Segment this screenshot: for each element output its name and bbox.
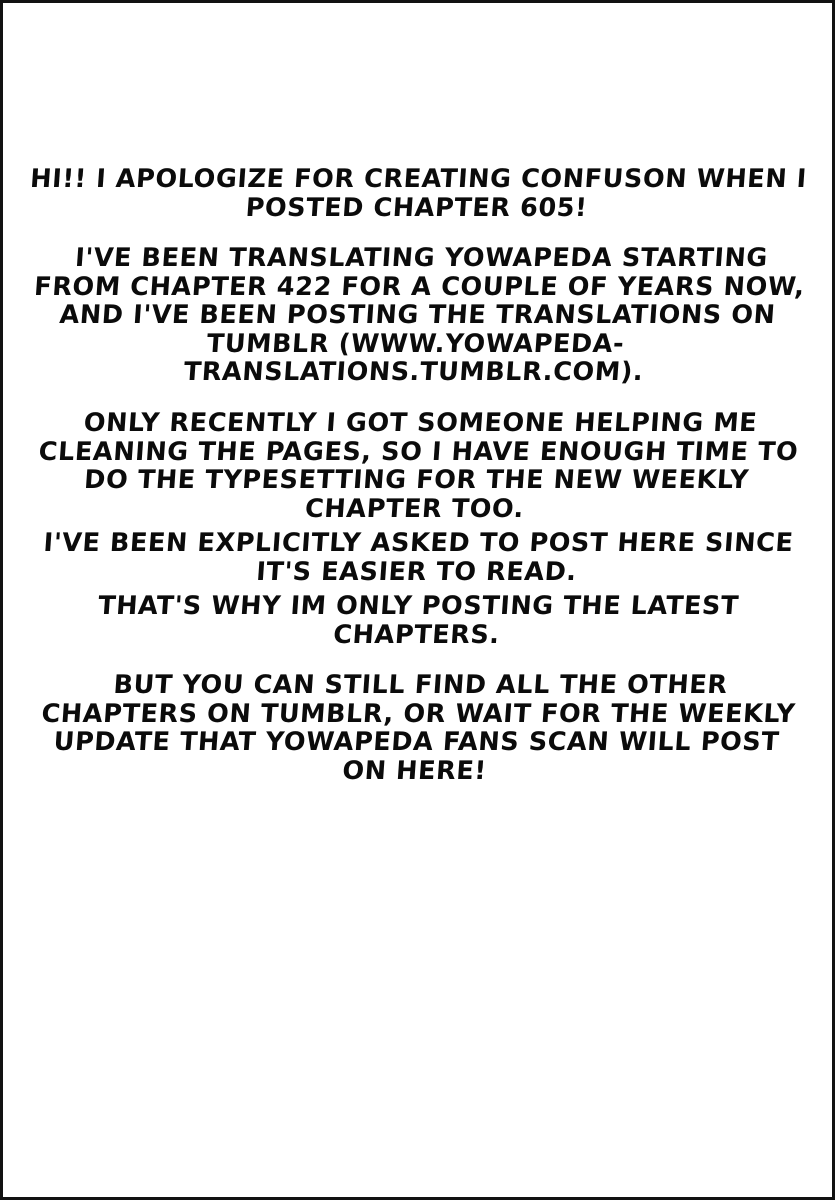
note-paragraph-3: ONLY RECENTLY I GOT SOMEONE HELPING ME CLEANING THE PAGES, SO I HAVE ENOUGH TIME TO DO THE TYPESETTING FOR THE NEW WEEKLY CHAPTER TOO. <box>37 407 800 524</box>
note-paragraph-2: I'VE BEEN TRANSLATING YOWAPEDA STARTING FROM CHAPTER 422 FOR A COUPLE OF YEARS NOW, AND I'VE BEEN POSTING THE TRANSLATIONS ON TUMBLR (WWW.YOWAPEDA-TRANSLATIONS.TUMBLR.COM). <box>33 243 806 388</box>
page-border-top <box>0 0 835 3</box>
note-paragraph-1: HI!! I APOLOGIZE FOR CREATING CONFUSON WHEN I POSTED CHAPTER 605! <box>29 164 808 223</box>
translator-note <box>28 165 807 785</box>
note-paragraph-5: THAT'S WHY IM ONLY POSTING THE LATEST CHAPTERS. <box>97 591 740 650</box>
page-border-left <box>0 0 3 1200</box>
note-paragraph-6: BUT YOU CAN STILL FIND ALL THE OTHER CHAPTERS ON TUMBLR, OR WAIT FOR THE WEEKLY UPDATE THAT YOWAPEDA FANS SCAN WILL POST ON HERE! <box>40 670 797 786</box>
note-paragraph-4: I'VE BEEN EXPLICITLY ASKED TO POST HERE SINCE IT'S EASIER TO READ. <box>42 528 795 587</box>
